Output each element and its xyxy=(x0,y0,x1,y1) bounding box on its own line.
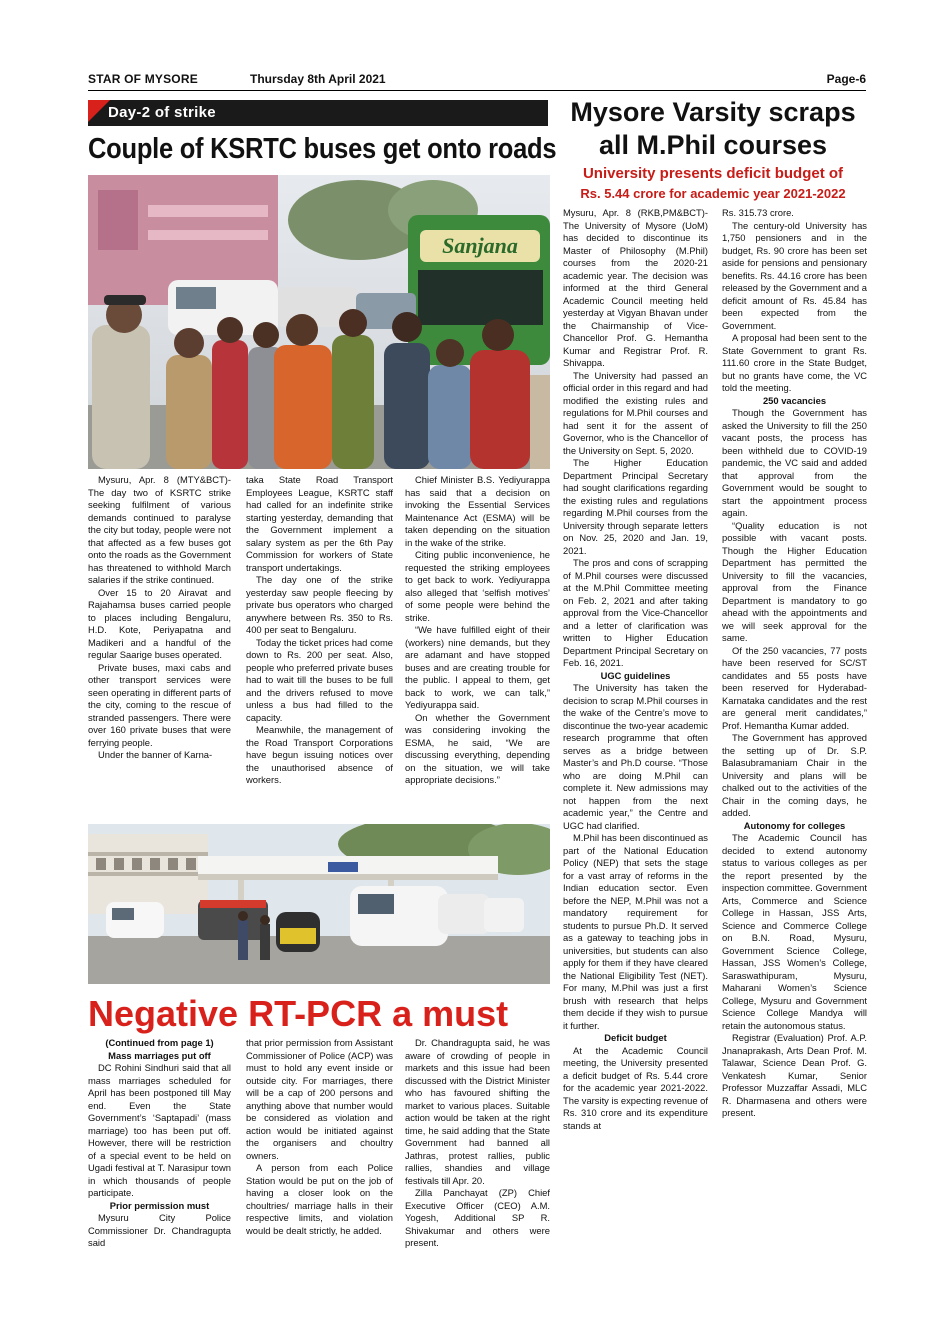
rtpcr-c2-p2: A person from each Police Station would be put on the job of having a closer look on the choultries/ marriage halls in their respective limits, and violation would be dealt strictly, he added. xyxy=(246,1162,393,1236)
strike-c3-p4: On whether the Government was considering invoking the ESMA, he said, “We are discussing everything, depending on the situation, we will take appropriate decisions.” xyxy=(405,711,550,785)
strike-c1-p1: Mysuru, Apr. 8 (MTY&BCT)- The day two of KSRTC strike seeking fulfilment of various demands continued to paralyse the city but today, people were not that affected as a few buses got onto the roads as the Government has threatened to withhold March salaries if the strike continued. xyxy=(88,474,231,585)
strike-c1-p3: Private buses, maxi cabs and other transport services were seen operating in different parts of the city, coming to the rescue of stranded passengers. There were over 160 private buses that were ferrying people. xyxy=(88,661,231,748)
rtpcr-c2-p1: that prior permission from Assistant Commissioner of Police (ACP) was must to hold any event inside or outside city. For marriages, there will be a cap of 200 persons and anything above that number would be considered as violation and action would be initiated against the organisers and choultry owners. xyxy=(246,1037,393,1161)
rtpcr-c3-p2: Zilla Panchayat (ZP) Chief Executive Officer (CEO) A.M. Yogesh, Additional SP R. Shivakumar and others were present. xyxy=(405,1187,550,1248)
varsity-headline: Mysore Varsity scraps all M.Phil courses xyxy=(570,97,856,160)
varsity-subhead-line-1: University presents deficit budget of xyxy=(582,165,844,182)
rtpcr-c3-p1: Dr. Chandragupta said, he was aware of crowding of people in markets and this issue had been discussed with the District Minister who has favoured shifting the market to various places. Suitable action would be taken at the right time, he said adding that the State Government had banned all Jathras, protest rallies, public rallies, shandies and village festivals till Apr. 20. xyxy=(405,1037,550,1186)
varsity-c1-p4: The pros and cons of scrapping of M.Phil courses were discussed at the M.Phil Committee meeting on Feb. 2, 2021 and after taking approval from the Vice-Chancellor and a letter of clarification was written to Higher Education Department Principal Secretary on Feb. 16, 2021. xyxy=(563,557,708,668)
bus-stand-photo xyxy=(88,824,550,984)
strike-column-2 xyxy=(246,474,393,787)
strike-c2-p3: Today the ticket prices had come down to Rs. 200 per seat. Also, people who preferred private buses had to wait till the buses to be full and the drivers refused to move unless a bus had filled to the capacity. xyxy=(246,636,393,723)
strike-c1-p4: Under the banner of Karna- xyxy=(98,749,213,760)
issue-date: Thursday 8th April 2021 xyxy=(250,72,386,86)
strike-column-3 xyxy=(405,474,550,787)
varsity-c2-p3: Though the Government has asked the University to fill the 250 vacant posts, the process has been withheld due to COVID-19 pandemic, the VC said and added that approval from the Government would be sought to start the appointment process again. xyxy=(722,407,867,518)
varsity-subhead-vacancies: 250 vacancies xyxy=(762,394,827,406)
varsity-subhead xyxy=(556,164,870,204)
paper-name: STAR OF MYSORE xyxy=(88,72,198,86)
varsity-c1-p7: At the Academic Council meeting, the University presented a deficit budget of Rs. 5.44 crore for the academic year 2021-2022. The varsity is expecting revenue of Rs. 310 crore and its expenditure stands at xyxy=(563,1044,708,1131)
varsity-c1-p2: The University had passed an official order in this regard and had modified the existing rules and regulations for M.Phil courses and had sent it for the assent of Governor, who is the Chancellor of the University on Sept. 5, 2020. xyxy=(563,369,708,456)
strike-c2-p2: The day one of the strike yesterday saw people fleecing by private bus operators who charged anywhere between Rs. 350 to Rs. 400 per seat to Bengaluru. xyxy=(246,574,393,635)
varsity-c2-p1: The century-old University has 1,750 pensioners and in the budget, Rs. 90 crore has been set aside for pensions and pensionary benefits. Rs. 44.16 crore has been released by the Government and a deficit amount of Rs. 45.84 has been expected from the Government. xyxy=(722,219,867,331)
varsity-c2-p0: Rs. 315.73 crore. xyxy=(722,207,794,218)
rtpcr-continued: (Continued from page 1) xyxy=(105,1037,214,1048)
varsity-column-2 xyxy=(722,207,867,1120)
bus-stand-photo-illustration xyxy=(88,824,550,984)
varsity-column-1 xyxy=(563,207,708,1132)
varsity-c1-p3: The Higher Education Department Principal Secretary had sought clarifications regarding the existing rules and regulations regarding M.Phil courses from the University through separate letters on Nov. 25, 2020 and Jan. 19, 2021. xyxy=(563,457,708,556)
page-number: Page-6 xyxy=(826,72,866,86)
strike-c3-p3: “We have fulfilled eight of their (workers) nine demands, but they are adamant and have stopped buses and are creating trouble for the public. I appeal to them, get back to work, we can talk,” Yediyurappa said. xyxy=(405,624,550,710)
rtpcr-c1-p2: Mysuru City Police Commissioner Dr. Chandragupta said xyxy=(88,1212,231,1248)
varsity-subhead-autonomy: Autonomy for colleges xyxy=(743,819,846,831)
varsity-c2-p8: Registrar (Evaluation) Prof. A.P. Jnanaprakash, Arts Dean Prof. M. Talawar, Science Dean Prof. G. Venkatesh Kumar, Senior Professor Muzzaffar Assadi, MLC R. Dharmasena and others were present. xyxy=(722,1032,867,1118)
rtpcr-column-2 xyxy=(246,1037,393,1237)
varsity-c2-p7: The Academic Council has decided to extend autonomy status to various colleges as per the report presented by the inspection committee. Government Arts, Commerce and Science College in Hassan, JSS Arts, Science and Commerce College on B.N. Road, Mysuru, Government Science College, Hassan, JSS Women’s College, Saraswathipuram, Mysuru, Maharani Women’s Science College, Mysuru and Government Science College Mandya will retain the autonomous status. xyxy=(722,832,867,1031)
rtpcr-subhead-prior-permission: Prior permission must xyxy=(109,1199,210,1211)
varsity-c1-p5: The University has taken the decision to scrap M.Phil courses in the wake of the Centre’s move to discontinue the two-year academic research programme that often serves as a bridge between Master’s and Ph.D course. “Those who are doing M.Phil can complete it. New admissions may not happen from the next academic year,” the Centre and UGC had clarified. xyxy=(563,682,708,831)
varsity-subhead-deficit: Deficit budget xyxy=(604,1032,667,1043)
varsity-c2-p6: The Government has approved the setting up of Dr. S.P. Balasubramaniam Chair in the University and plans will be chalked out to the activities of the Chair in the coming days, he added. xyxy=(722,732,867,818)
bus-signboard: Sanjana xyxy=(442,233,518,258)
strike-headline: Couple of KSRTC buses get onto roads xyxy=(88,133,557,165)
kicker-red-triangle xyxy=(88,100,110,122)
strike-c1-p2: Over 15 to 20 Airavat and Rajahamsa buses carried people to places including Bengaluru, H.D. Kote, Periyapatna and Madikeri and a handful of the regular Saarige buses operated. xyxy=(88,586,231,660)
strike-column-1 xyxy=(88,474,231,762)
strike-c2-p4: Meanwhile, the management of the Road Transport Corporations have begun issuing notices over the unauthorised absence of workers. xyxy=(246,724,393,785)
rtpcr-headline: Negative RT-PCR a must xyxy=(88,993,509,1034)
strike-c3-p1: Chief Minister B.S. Yediyurappa has said that a decision on invoking the Essential Services Maintenance Act (ESMA) will be taken depending on the situation in the wake of the strike. xyxy=(405,474,550,548)
rtpcr-column-3 xyxy=(405,1037,550,1250)
varsity-c1-p1: Mysuru, Apr. 8 (RKB,PM&BCT)- The University of Mysore (UoM) has decided to discontinue its Master of Philosophy (M.Phil) courses from the 2020-21 academic year. The decision was informed at the third General Academic Council meeting held yesterday at Vigyan Bhavan under the Chairmanship of Vice-Chancellor Prof. G. Hemantha Kumar and Registrar Prof. R. Shivappa. xyxy=(563,207,708,368)
rtpcr-c1-p1: DC Rohini Sindhuri said that all mass marriages scheduled for April has been postponed till May end. Even the State Government’s ‘Saptapadi’ (mass marriage) too has been put off. However, there will be restriction of a special event to be held on Ugadi festival at T. Narasipur town in which thousands of people participate. xyxy=(88,1062,231,1198)
varsity-subhead-ugc: UGC guidelines xyxy=(600,669,671,681)
varsity-subhead-line-2: Rs. 5.44 crore for academic year 2021-2022 xyxy=(580,186,846,201)
varsity-c1-p6: M.Phil has been discontinued as part of the National Education Policy (NEP) that sets the stage for a vast array of reforms in the Indian education sector. Even before the NEP, M.Phil was not a mandatory requirement for students to pursue Ph.D. It served as a gateway to teaching jobs in universities, but students can also apply for them if they have cleared the National Eligibility Test (NET). For many, M.Phil was just a first brush with research that helps them decide if they wish to pursue it further. xyxy=(563,832,708,1031)
varsity-c2-p4: “Quality education is not possible with vacant posts. Though the Higher Education Department has permitted the University to fill the vacancies, approval from the Finance Department is mandatory to go ahead with the appointments and we will seek approval for the same. xyxy=(722,519,867,643)
masthead xyxy=(88,70,866,91)
section-kicker xyxy=(88,100,548,126)
rtpcr-subhead-mass-marriages: Mass marriages put off xyxy=(108,1049,211,1061)
kicker-text: Day-2 of strike xyxy=(108,104,216,121)
strike-photo-illustration xyxy=(88,175,550,469)
varsity-c2-p2: A proposal had been sent to the State Government to grant Rs. 111.60 crore in the State Budget, but no grants have come, the VC told the meeting. xyxy=(722,332,867,393)
varsity-c2-p5: Of the 250 vacancies, 77 posts have been reserved for SC/ST candidates and 55 posts have been reserved for Hyderabad-Karnataka candidates and the rest are general merit candidates,” Prof. Hemantha Kumar added. xyxy=(722,644,867,731)
strike-c2-p1: taka State Road Transport Employees League, KSRTC staff had called for an indefinite strike starting yesterday, demanding that the Government implement a salary system as per the 6th Pay Commission for workers of State transport undertakings. xyxy=(246,474,393,573)
strike-c3-p2: Citing public inconvenience, he requested the striking employees to get back to work. Yediyurappa also alleged that ‘selfish motives’ of some people were behind the strike. xyxy=(405,549,550,623)
rtpcr-column-1 xyxy=(88,1037,231,1250)
strike-photo xyxy=(88,175,550,469)
